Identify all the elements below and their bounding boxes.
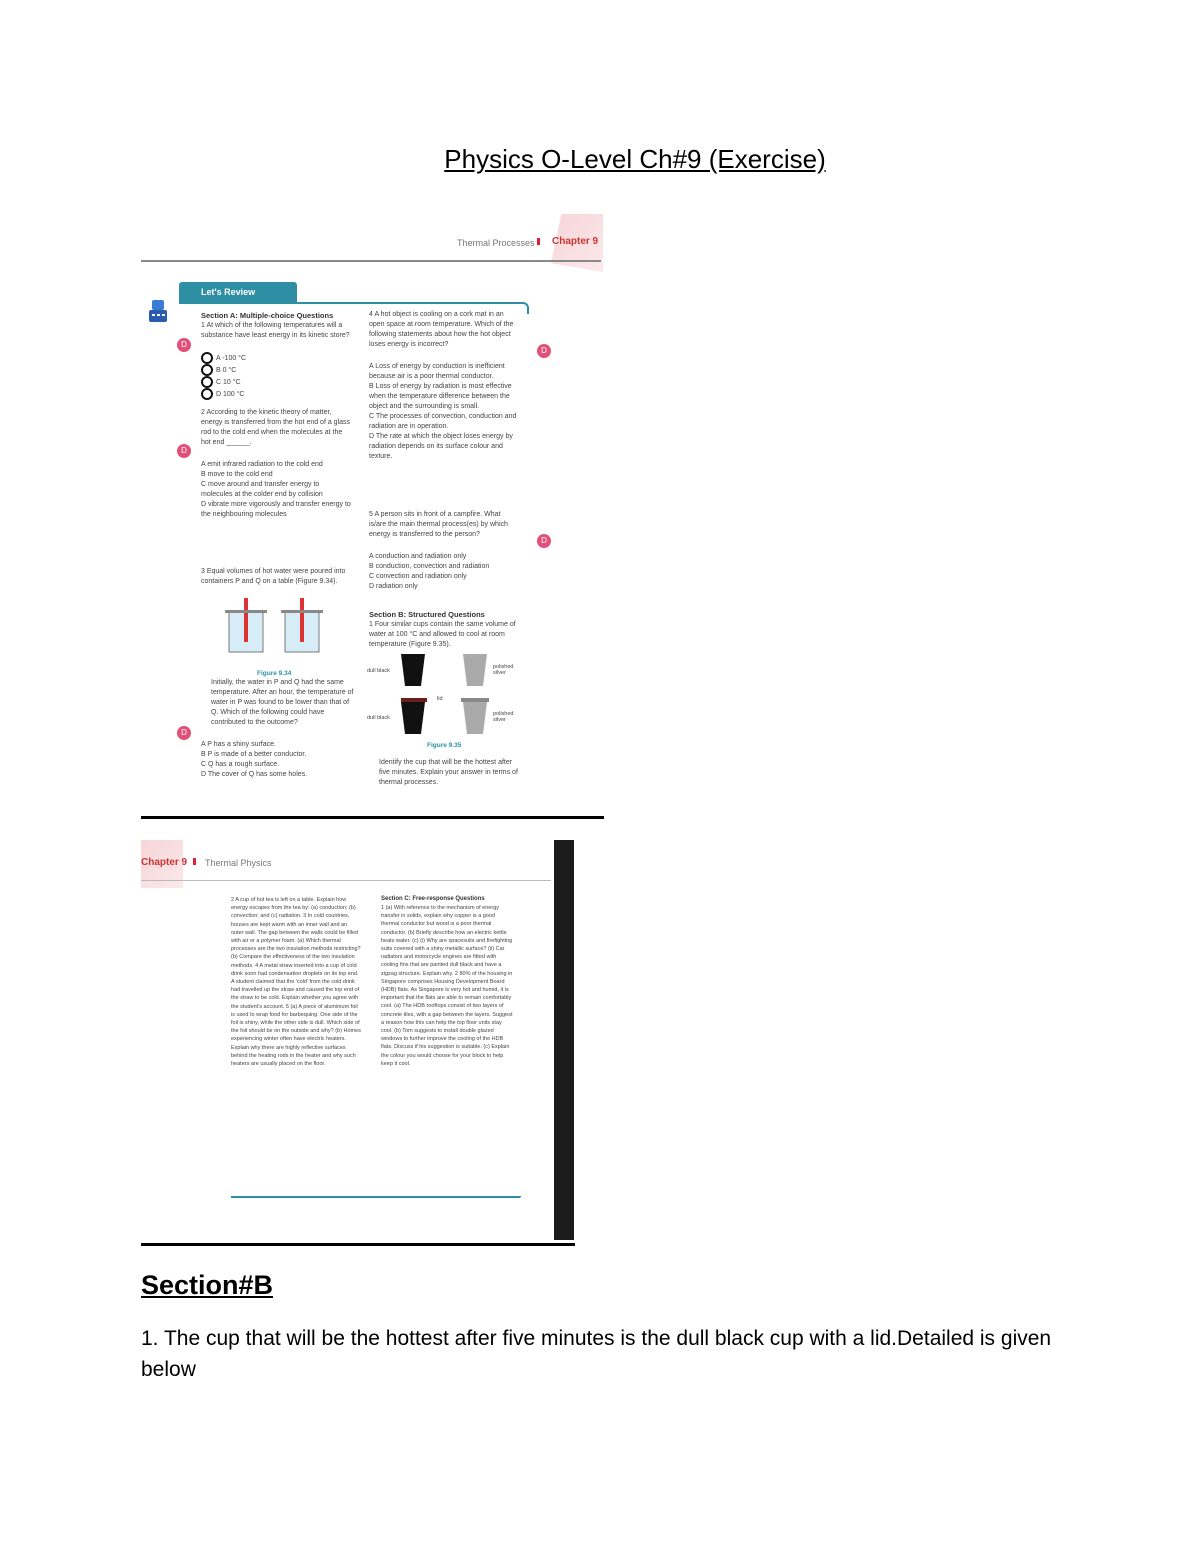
option-label: D vibrate more vigorously and transfer energy to the neighbouring molecules [201, 501, 351, 518]
option-label: A -100 °C [216, 354, 247, 362]
badge-icon: D [537, 344, 551, 358]
radio-icon [201, 388, 213, 400]
radio-icon [201, 352, 213, 364]
section-b-subheading: Section B: Structured Questions [369, 610, 485, 619]
header-marker [537, 238, 540, 245]
document-title: Physics O-Level Ch#9 (Exercise) [444, 144, 826, 174]
question-2: 2 According to the kinetic theory of matter, energy is transferred from the hot end of a glass rod to the cold end when the molecules at the hot end ______. [201, 409, 351, 446]
figure-9-34-caption: Figure 9.34 [257, 670, 292, 677]
question-4: 4 A hot object is cooling on a cork mat in an open space at room temperature. Which of the following statements about how the hot object loses energy is incorrect? [369, 311, 514, 348]
question-1: 1 At which of the following temperatures will a substance have least energy in its kinetic store? [201, 322, 350, 339]
q1-option-a [201, 352, 246, 364]
badge-icon: D [177, 444, 191, 458]
badge-icon: D [537, 534, 551, 548]
radio-icon [201, 364, 213, 376]
header-chapter: Chapter 9 [141, 857, 188, 868]
badge-icon: D [177, 338, 191, 352]
option-label: B conduction, convection and radiation [369, 563, 490, 570]
q1-option-b [201, 364, 236, 376]
question-3: 3 Equal volumes of hot water were poured into containers P and Q on a table (Figure 9.34). [201, 568, 346, 585]
figure-9-34-containers [221, 596, 331, 666]
section-b-question-1-body: Identify the cup that will be the hottest after five minutes. Explain your answer in terms of thermal processes. [379, 759, 518, 786]
question-3-body: Initially, the water in P and Q had the same temperature. After an hour, the temperature of water in P was found to be lower than that of Q. Which of the following could have contributed to the outcome? [211, 679, 354, 726]
review-tab: Let's Review [179, 282, 297, 302]
badge-icon: D [177, 726, 191, 740]
textbook-page-1 [141, 212, 603, 810]
header-rule [141, 260, 601, 262]
option-label: D The rate at which the object loses energy by radiation depends on its surface colour and texture. [369, 433, 513, 460]
page-divider [141, 816, 604, 819]
option-label: B P is made of a better conductor. [201, 751, 307, 758]
cup-label: polished silver [493, 711, 514, 723]
option-label: C move around and transfer energy to molecules at the colder end by collision [201, 481, 323, 498]
option-label: B Loss of energy by radiation is most effective when the temperature difference between the object and the surrounding is small. [369, 383, 512, 410]
option-label: D 100 °C [216, 390, 245, 398]
q1-option-d [201, 388, 244, 400]
cup-label: dull black [367, 668, 390, 674]
section-heading: Section#B [141, 1270, 274, 1300]
q2-options [201, 460, 351, 520]
q1-option-c [201, 376, 241, 388]
page-divider [141, 1243, 575, 1246]
figure-9-35-caption: Figure 9.35 [427, 742, 462, 749]
option-label: A Loss of energy by conduction is inefficient because air is a poor thermal conductor. [369, 363, 505, 380]
q3-options [201, 740, 351, 780]
section-a-heading: Section A: Multiple-choice Questions [201, 311, 334, 320]
header-topic: Thermal Physics [205, 858, 272, 868]
option-label: C The processes of convection, conduction and radiation are in operation. [369, 413, 517, 430]
option-label: C Q has a rough surface. [201, 761, 280, 768]
option-label: A P has a shiny surface. [201, 741, 276, 748]
q4-options [369, 362, 519, 462]
header-rule [141, 880, 551, 881]
header-topic: Thermal Processes [457, 238, 535, 248]
dark-side-strip [554, 840, 574, 1240]
review-frame-bottom [231, 1196, 521, 1198]
option-label: B move to the cold end [201, 471, 273, 478]
option-label: D radiation only [369, 583, 418, 590]
cup-label: dull black [367, 715, 390, 721]
option-label: C convection and radiation only [369, 573, 467, 580]
q5-options [369, 552, 519, 592]
option-label: C 10 °C [216, 378, 241, 386]
device-icon [149, 300, 167, 322]
section-b-question-1: 1 Four similar cups contain the same volume of water at 100 °C and allowed to cool at room temperature (Figure 9.35). [369, 621, 516, 648]
page2-left-column: 2 A cup of hot tea is left on a table. Explain how energy escapes from the tea by: (a) conduction; (b) convection; and (c) radiation. 3 In cold countries, houses are kept warm with an inner wall and an outer wall. The gap between the walls could be filled with air or a polymer foam. (a) Which thermal processes are the two insulation methods restricting? (b) Compare the effectiveness of the two insulation methods. 4 A metal straw inserted into a cup of cold drink soon had condensation droplets on its top end. A student claimed that the 'cold' from the cold drink had travelled up the straw and caused the top end of the straw to be cold. Explain whether you agree with the student's account. 5 (a) A piece of aluminium foil is used to wrap food for barbequing. One side of the foil is shiny, while the other side is dull. Which side of the foil should be on the outside and why? (b) Homes experiencing winter often have electric heaters. Explain why there are highly reflective surfaces behind the heating rods in the heater and why such heaters are usually placed on the floor. [231, 897, 361, 1068]
answer-paragraph: 1. The cup that will be the hottest after five minutes is the dull black cup with a lid.Detailed is given below [141, 1327, 1052, 1381]
textbook-page-2 [141, 840, 575, 1240]
question-5: 5 A person sits in front of a campfire. What is/are the main thermal process(es) by which energy is transferred to the person? [369, 511, 508, 538]
cup-label: polished silver [493, 664, 514, 676]
option-label: A emit infrared radiation to the cold end [201, 461, 323, 468]
page2-right-column: 1 (a) With reference to the mechanism of energy transfer in solids, explain why copper is a good thermal conductor but wood is a poor thermal conductor. (b) Briefly describe how an electric kettle heats water. (c) (i) Why are spacesuits and firefighting suits covered with a shiny metallic surface? (ii) Car radiators and motorcycle engines are fitted with cooling fins that are painted dull black and have a zigzag structure. Explain why. 2 80% of the housing in Singapore comprises Housing Development Board (HDB) flats. As Singapore is very hot and humid, it is important that the flats are able to remain comfortably cool. (a) The HDB rooftops consist of two layers of concrete tiles, with a gap between the layers. Suggest a reason how this can help the top floor units stay cool. (b) Tom suggests to install double glazed windows to further improve the cooling of the HDB flats. Discuss if his suggestion is suitable. (c) Explain the colour you would choose for your block to help keep it cool. [381, 905, 513, 1067]
option-label: D The cover of Q has some holes. [201, 771, 308, 778]
radio-icon [201, 376, 213, 388]
option-label: B 0 °C [216, 366, 237, 374]
section-c-heading: Section C: Free-response Questions [381, 896, 485, 902]
option-label: A conduction and radiation only [369, 553, 467, 560]
header-marker [193, 858, 196, 865]
cup-label: lid [437, 696, 443, 702]
header-chapter: Chapter 9 [552, 236, 599, 247]
